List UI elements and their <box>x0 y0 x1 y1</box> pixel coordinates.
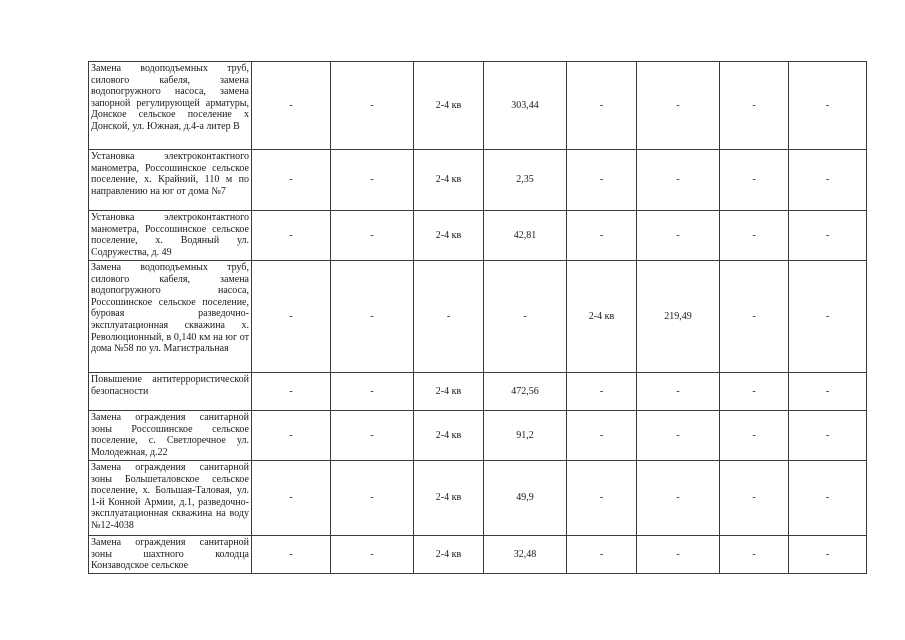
table-cell: - <box>252 150 331 211</box>
table-cell: - <box>567 373 637 411</box>
table-cell: - <box>567 536 637 574</box>
table-cell: 2-4 кв <box>414 150 484 211</box>
table-cell: - <box>720 150 789 211</box>
table-cell: - <box>567 150 637 211</box>
work-description: Замена водоподъемных труб, силового кабеля, замена водопогружного насоса, замена запорной регулирующей арматуры, Донское сельское поселение х Донской, ул. Южная, д.4-а литер В <box>89 62 252 150</box>
table-row <box>89 150 867 211</box>
table-cell: - <box>789 461 867 536</box>
table-cell: 472,56 <box>484 373 567 411</box>
table-cell: - <box>789 150 867 211</box>
table-cell: 91,2 <box>484 411 567 461</box>
table-cell: 2-4 кв <box>414 211 484 261</box>
table-cell: - <box>567 211 637 261</box>
table-cell: 2-4 кв <box>414 62 484 150</box>
table-cell: - <box>720 261 789 373</box>
table-cell: - <box>252 261 331 373</box>
table-cell: - <box>252 461 331 536</box>
works-table <box>88 61 867 574</box>
table-cell: 2-4 кв <box>414 373 484 411</box>
table-cell: - <box>252 62 331 150</box>
table-cell: - <box>720 461 789 536</box>
table-cell: - <box>789 373 867 411</box>
table-cell: - <box>331 62 414 150</box>
table-cell: - <box>331 211 414 261</box>
table-cell: - <box>720 411 789 461</box>
table-row <box>89 461 867 536</box>
table-cell: - <box>637 373 720 411</box>
table-cell: - <box>720 536 789 574</box>
table-row <box>89 373 867 411</box>
table-cell: - <box>720 373 789 411</box>
table-cell: - <box>331 461 414 536</box>
work-description: Установка электроконтактного манометра, Россошинское сельское поселение, х. Крайний, 110 м по направлению на юг от дома №7 <box>89 150 252 211</box>
table-cell: 32,48 <box>484 536 567 574</box>
table-cell: - <box>567 62 637 150</box>
table-cell: - <box>637 62 720 150</box>
table-cell: - <box>637 211 720 261</box>
table-cell: - <box>567 461 637 536</box>
table-cell: - <box>252 536 331 574</box>
table-cell: - <box>484 261 567 373</box>
table-cell: - <box>637 150 720 211</box>
table-cell: 2-4 кв <box>414 411 484 461</box>
table-row <box>89 536 867 574</box>
work-description: Установка электроконтактного манометра, Россошинское сельское поселение, х. Водяный ул. Содружества, д. 49 <box>89 211 252 261</box>
table-cell: - <box>414 261 484 373</box>
table-cell: - <box>789 536 867 574</box>
table-cell: 2-4 кв <box>414 461 484 536</box>
table-cell: - <box>331 373 414 411</box>
table-row <box>89 261 867 373</box>
table-cell: - <box>720 211 789 261</box>
table-cell: 219,49 <box>637 261 720 373</box>
table-cell: - <box>789 211 867 261</box>
work-description: Замена ограждения санитарной зоны Россошинское сельское поселение, с. Светлоречное ул. Молодежная, д.22 <box>89 411 252 461</box>
table-row <box>89 211 867 261</box>
table-cell: 42,81 <box>484 211 567 261</box>
table-cell: 2-4 кв <box>414 536 484 574</box>
table-cell: - <box>331 536 414 574</box>
work-description: Повышение антитеррористической безопасности <box>89 373 252 411</box>
table-cell: 303,44 <box>484 62 567 150</box>
table-row <box>89 62 867 150</box>
table-row <box>89 411 867 461</box>
table-cell: - <box>252 211 331 261</box>
table-cell: - <box>637 411 720 461</box>
table-cell: 2,35 <box>484 150 567 211</box>
table-cell: - <box>789 261 867 373</box>
table-cell: - <box>637 536 720 574</box>
table-cell: - <box>567 411 637 461</box>
table-cell: - <box>789 411 867 461</box>
table-cell: - <box>331 411 414 461</box>
table-cell: - <box>252 373 331 411</box>
table-cell: - <box>252 411 331 461</box>
table-cell: 2-4 кв <box>567 261 637 373</box>
table-cell: - <box>637 461 720 536</box>
table-cell: 49,9 <box>484 461 567 536</box>
table-cell: - <box>720 62 789 150</box>
table-cell: - <box>789 62 867 150</box>
table-cell: - <box>331 150 414 211</box>
work-description: Замена водоподъемных труб, силового кабеля, замена водопогружного насоса, Россошинское сельское поселение, буровая разведочно-эксплуатационная скважина х. Революционный, в 0,140 км на юг от дома №58 по ул. Магистральная <box>89 261 252 373</box>
table-cell: - <box>331 261 414 373</box>
work-description: Замена ограждения санитарной зоны шахтного колодца Конзаводское сельское <box>89 536 252 574</box>
work-description: Замена ограждения санитарной зоны Большеталовское сельское поселение, х. Большая-Таловая, ул. 1-й Конной Армии, д.1, разведочно-эксплуатационная скважина на воду №12-4038 <box>89 461 252 536</box>
